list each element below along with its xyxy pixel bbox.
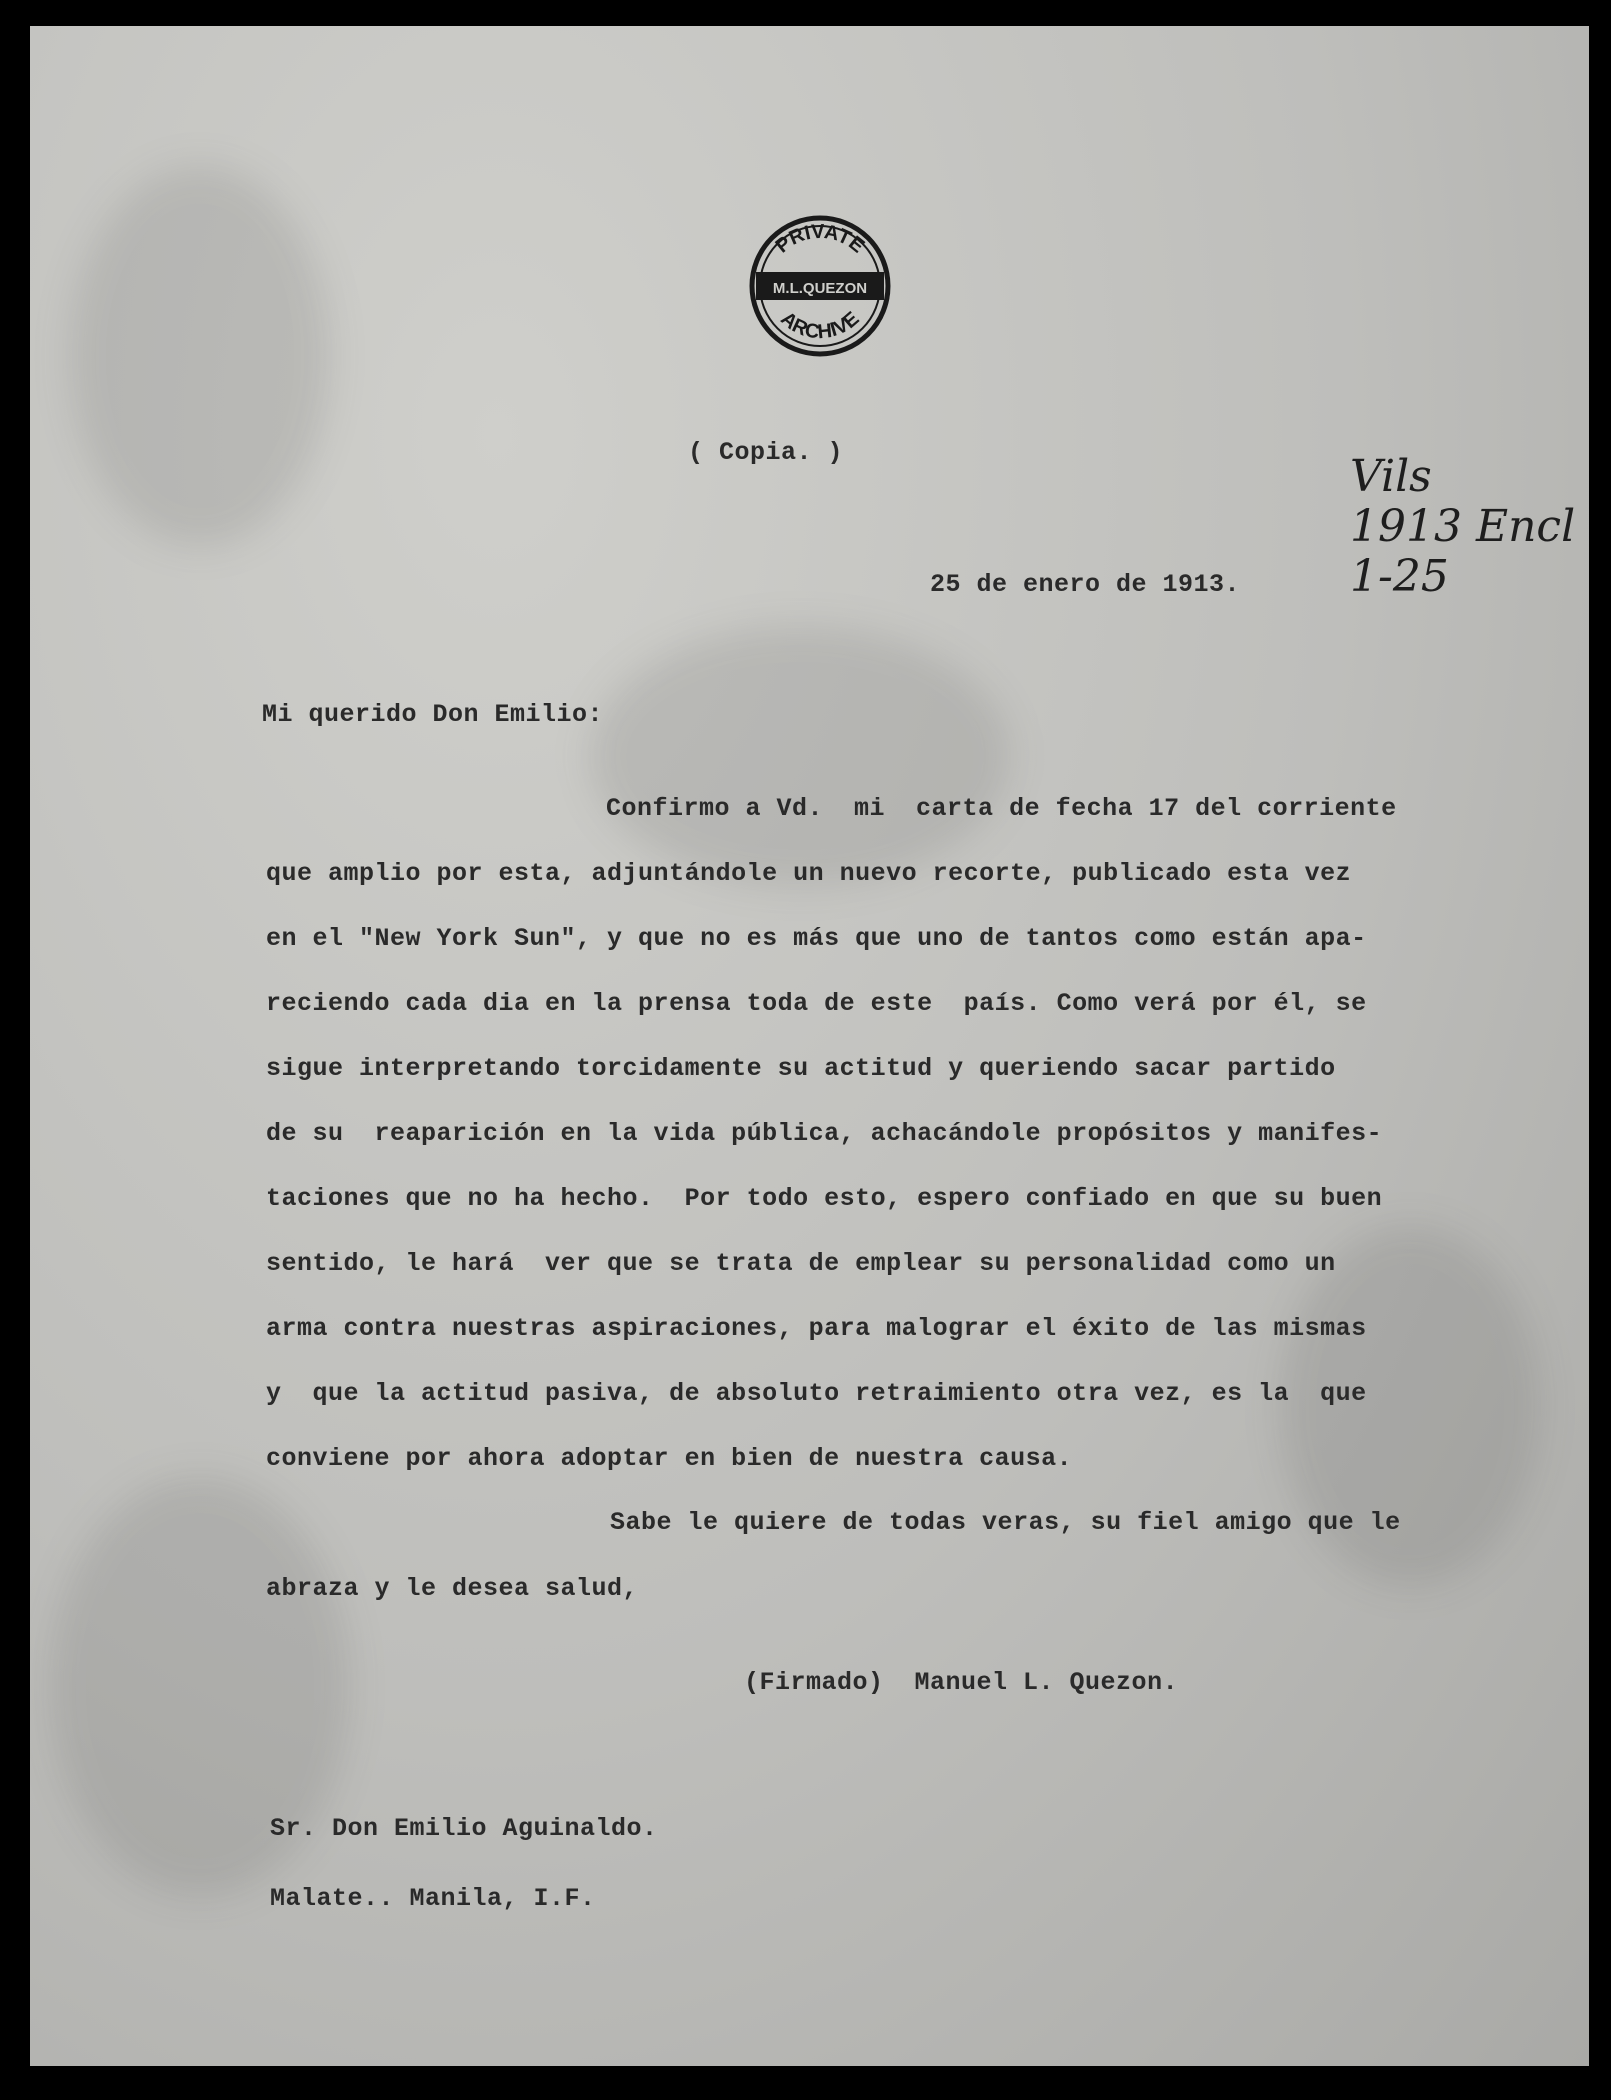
- copy-heading: ( Copia. ): [688, 438, 844, 467]
- stain: [590, 626, 1010, 886]
- private-archive-stamp: [748, 214, 892, 358]
- body-line: reciendo cada dia en la prensa toda de este país. Como verá por él, se: [266, 989, 1367, 1018]
- stamp-top-text: PRIVATE: [771, 220, 869, 258]
- body-line: taciones que no ha hecho. Por todo esto, espero confiado en que su buen: [266, 1184, 1383, 1213]
- body-line: y que la actitud pasiva, de absoluto retraimiento otra vez, es la que: [266, 1379, 1367, 1408]
- signature: (Firmado) Manuel L. Quezon.: [744, 1668, 1179, 1697]
- body-line: en el "New York Sun", y que no es más que uno de tantos como están apa-: [266, 924, 1367, 953]
- handwritten-note-line: 1-25: [1350, 551, 1449, 602]
- body-line: sigue interpretando torcidamente su actitud y queriendo sacar partido: [266, 1054, 1336, 1083]
- body-line: arma contra nuestras aspiraciones, para malograr el éxito de las mismas: [266, 1314, 1367, 1343]
- stamp-middle-text: M.L.QUEZON: [772, 280, 868, 297]
- body-line: sentido, le hará ver que se trata de emplear su personalidad como un: [266, 1249, 1336, 1278]
- closing-line: Sabe le quiere de todas veras, su fiel amigo que le: [610, 1508, 1401, 1537]
- body-line: de su reaparición en la vida pública, achacándole propósitos y manifes-: [266, 1119, 1383, 1148]
- closing-line: abraza y le desea salud,: [266, 1574, 639, 1603]
- handwritten-note-line: Vils: [1350, 451, 1432, 502]
- salutation: Mi querido Don Emilio:: [262, 700, 604, 729]
- body-line: Confirmo a Vd. mi carta de fecha 17 del corriente: [606, 794, 1397, 823]
- stain: [70, 166, 330, 546]
- body-line: conviene por ahora adoptar en bien de nuestra causa.: [266, 1444, 1073, 1473]
- recipient-address: Malate.. Manila, I.F.: [270, 1884, 596, 1913]
- handwritten-note-line: 1913 Encl: [1350, 501, 1576, 552]
- body-line: que amplio por esta, adjuntándole un nuevo recorte, publicado esta vez: [266, 859, 1352, 888]
- letter-page: [30, 26, 1589, 2066]
- recipient-name: Sr. Don Emilio Aguinaldo.: [270, 1814, 658, 1843]
- stamp-bottom-text: ARCHIVE: [776, 307, 864, 344]
- letter-date: 25 de enero de 1913.: [930, 570, 1241, 599]
